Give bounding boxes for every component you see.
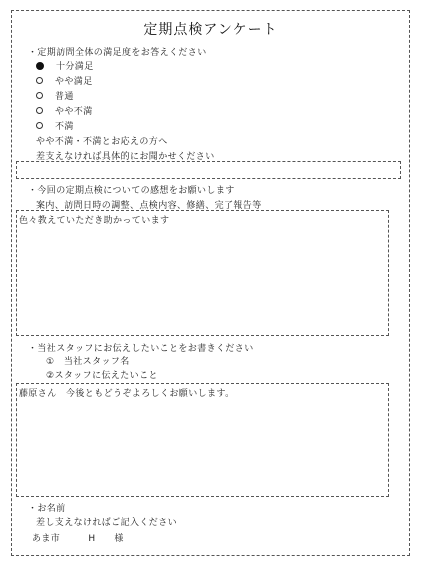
q4-sub: 差し支えなければご記入ください	[36, 518, 178, 528]
radio-empty-icon[interactable]	[36, 122, 43, 129]
q2-answer-text: 色々教えていただき助かっています	[19, 216, 170, 226]
q1-option-4[interactable]	[36, 119, 74, 132]
q4-name-field[interactable]: あま市 H 様	[32, 534, 124, 544]
radio-selected-icon[interactable]	[36, 62, 44, 70]
q1-answer-box[interactable]	[16, 161, 401, 179]
q3-item-message: ②スタッフに伝えたいこと	[46, 371, 158, 381]
q1-option-0[interactable]	[36, 59, 94, 72]
radio-empty-icon[interactable]	[36, 92, 43, 99]
q1-followup-text: やや不満・不満とお応えの方へ	[36, 137, 168, 147]
q1-label: ・定期訪問全体の満足度をお答えください	[28, 48, 207, 58]
q1-option-label: やや不満	[55, 107, 93, 117]
q1-option-label: やや満足	[55, 77, 93, 87]
q3-answer-text: 藤原さん 今後ともどうぞよろしくお願いします。	[19, 389, 235, 399]
q1-option-2[interactable]	[36, 89, 74, 102]
q1-option-label: 不満	[55, 122, 74, 132]
q3-label: ・当社スタッフにお伝えしたいことをお書きください	[28, 344, 254, 354]
q3-item-staff-name: ① 当社スタッフ名	[46, 357, 130, 367]
q2-answer-box[interactable]	[16, 210, 389, 336]
q1-followup-prompt: 差支えなければ具体的にお聞かせください	[36, 152, 215, 162]
radio-empty-icon[interactable]	[36, 77, 43, 84]
q2-label: ・今回の定期点検についての感想をお願いします	[28, 186, 235, 196]
radio-empty-icon[interactable]	[36, 107, 43, 114]
q4-label: ・お名前	[28, 504, 66, 514]
q1-option-3[interactable]	[36, 104, 93, 117]
survey-title: 定期点検アンケート	[143, 22, 278, 38]
q1-option-label: 十分満足	[56, 62, 94, 72]
q3-answer-box[interactable]	[16, 383, 389, 497]
q1-option-1[interactable]	[36, 74, 93, 87]
survey-sheet	[11, 10, 410, 556]
q2-sub: 案内、訪問日時の調整、点検内容、修繕、完了報告等	[36, 201, 262, 211]
q1-option-label: 普通	[55, 92, 74, 102]
